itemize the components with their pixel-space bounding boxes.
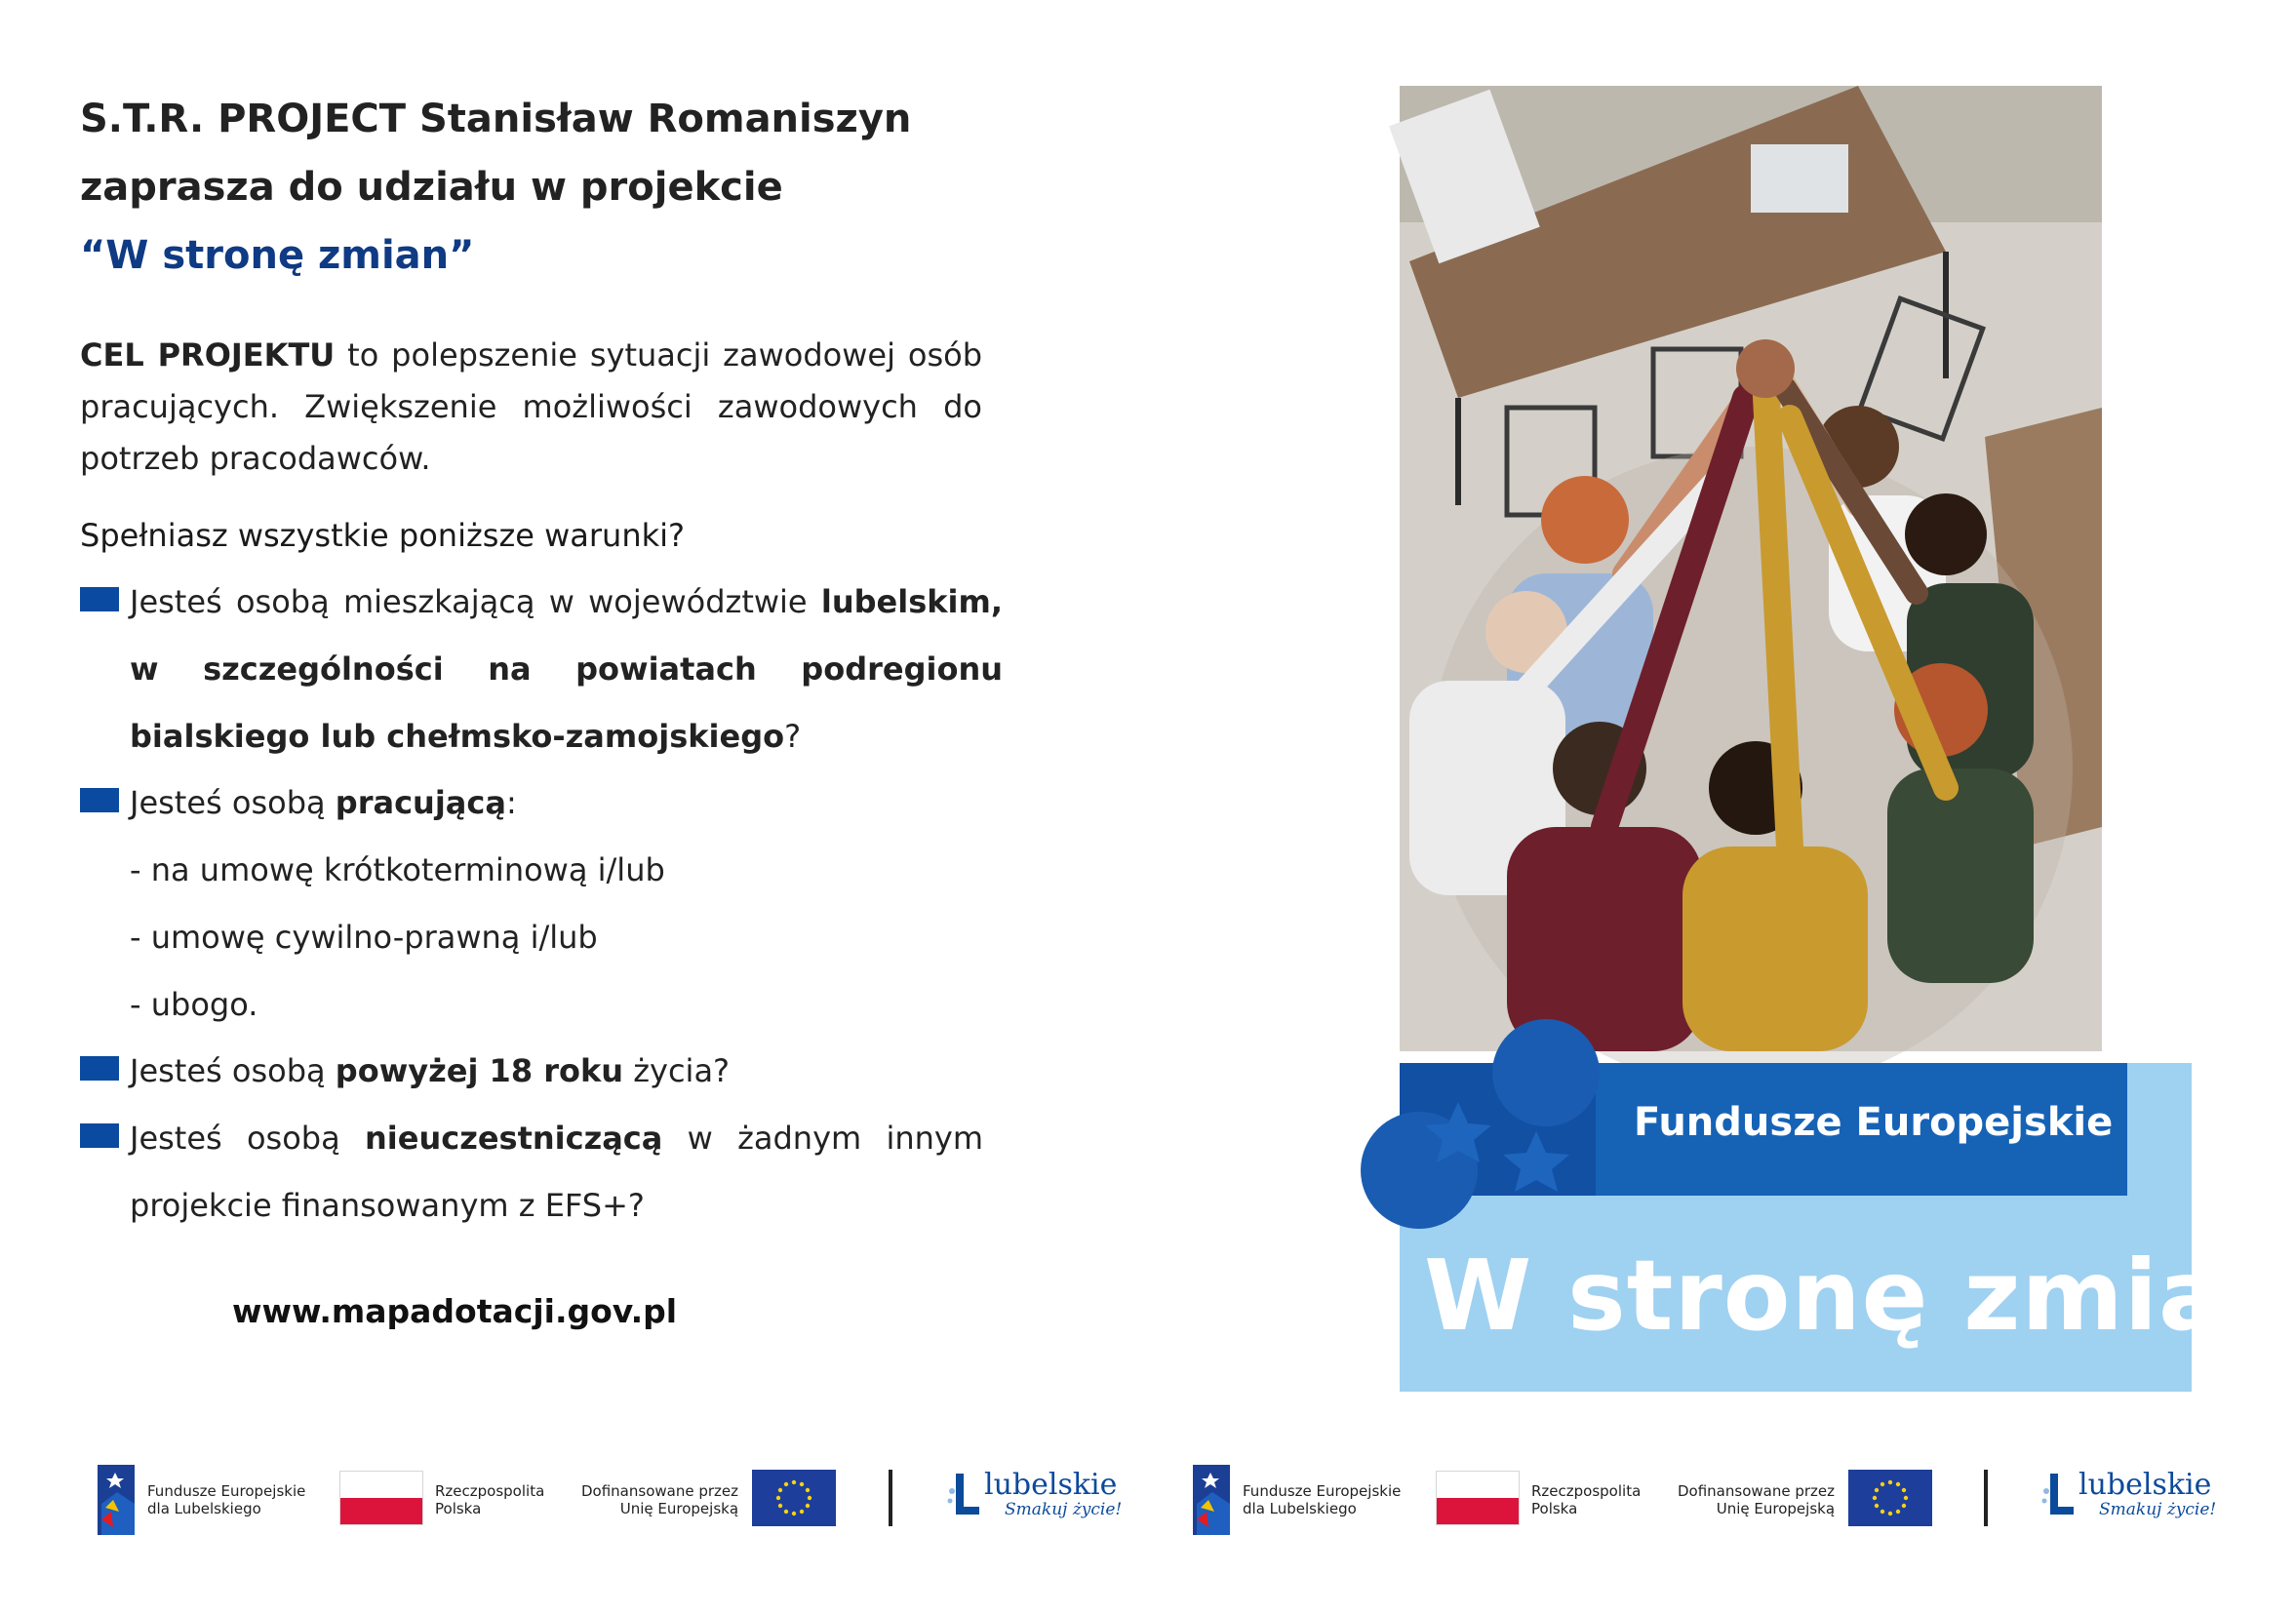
condition-employed: Jesteś osobą pracującą: [130,784,517,821]
condition-no-other-project: Jesteś osobą nieuczestniczącą w żadnym innym projekcie finansowanym z EFS+? [130,1120,983,1224]
bullet-square-icon [80,788,119,812]
lubelskie-logo-icon [946,1470,981,1524]
logo-separator [1984,1470,1988,1526]
website-link[interactable]: www.mapadotacji.gov.pl [232,1292,678,1330]
poland-flag-icon [339,1471,423,1525]
logo-separator [889,1470,892,1526]
employment-type-item: - umowę cywilno-prawną i/lub [130,919,598,956]
bullet-square-icon [80,587,119,611]
eu-flag-icon [752,1470,836,1530]
eu-funding-text: Dofinansowane przez Unię Europejską [1678,1482,1836,1517]
fe-lubelskie-text: Fundusze Europejskie dla Lubelskiego [147,1482,306,1517]
project-goal [80,330,982,485]
employment-type-item: - na umowę krótkoterminową i/lub [130,851,665,888]
project-title: “W stronę zmian” [80,233,475,278]
team-high-five-photo [1400,86,2102,1051]
eu-flag-icon [1848,1470,1932,1530]
goal-text: to polepszenie sytuacji zawodowej osób pracujących. Zwiększenie możliwości zawodowych do potrzeb pracodawców. [80,336,982,477]
poland-flag-icon [1436,1471,1520,1525]
rzeczpospolita-text: Rzeczpospolita Polska [435,1482,545,1517]
lubelskie-wordmark: lubelskie [984,1468,1118,1502]
rzeczpospolita-text: Rzeczpospolita Polska [1531,1482,1642,1517]
eu-stars-decoration-icon [1400,1063,1596,1196]
bullet-square-icon [80,1056,119,1081]
lubelskie-tagline: Smakuj życie! [1005,1500,1123,1519]
banner-project-title: W stronę zmian [1424,1239,2296,1353]
conditions-question: Spełniasz wszystkie poniższe warunki? [80,517,685,554]
bullet-square-icon [80,1123,119,1148]
fe-lubelskie-logo-icon [1193,1465,1230,1539]
banner-funds-label: Fundusze Europejskie [1634,1100,2114,1145]
fe-lubelskie-logo-icon [98,1465,135,1539]
employment-type-item: - ubogo. [130,986,258,1023]
company-name: S.T.R. PROJECT Stanisław Romaniszyn [80,97,912,141]
condition-residence: Jesteś osobą mieszkającą w województwie lubelskim, w szczególności na powiatach podregionu bialskiego lub chełmsko-zamojskiego? [130,583,1003,755]
goal-label: CEL PROJEKTU [80,336,336,374]
lubelskie-logo-icon [2040,1470,2076,1524]
condition-age: Jesteś osobą powyżej 18 roku życia? [130,1052,731,1089]
lubelskie-tagline: Smakuj życie! [2099,1500,2217,1519]
lubelskie-wordmark: lubelskie [2078,1468,2212,1502]
project-banner [1400,1063,2296,1392]
eu-funding-text: Dofinansowane przez Unię Europejską [581,1482,739,1517]
fe-lubelskie-text: Fundusze Europejskie dla Lubelskiego [1243,1482,1402,1517]
invitation-line: zaprasza do udziału w projekcie [80,165,783,210]
